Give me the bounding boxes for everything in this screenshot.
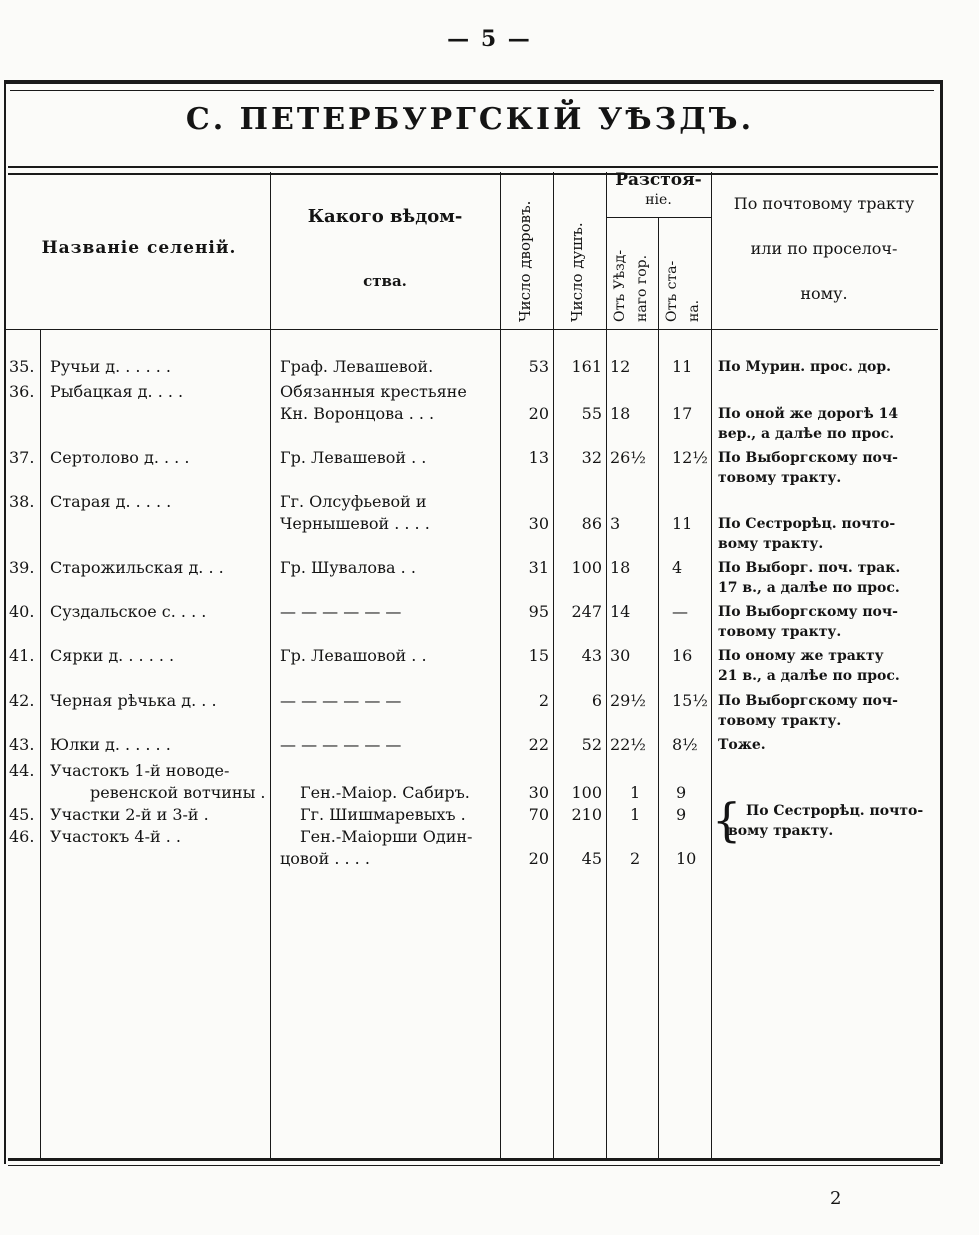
row-dept: — — — — — —	[280, 602, 402, 621]
row-dept: Ген.-Маіор. Сабиръ.	[300, 783, 470, 802]
row-dush: 32	[581, 448, 602, 467]
row-dush: 6	[591, 691, 602, 710]
row-dist-gor: 18	[610, 404, 631, 423]
row-road: По Выборгскому поч-	[718, 450, 898, 466]
row-road-cont: вому тракту.	[718, 536, 824, 552]
row-number: 35.	[9, 357, 35, 376]
row-road: По Сестрорѣц. почто-	[718, 516, 896, 532]
row-name: Старая д. . . . .	[50, 492, 172, 511]
row-dist-stan: 15½	[672, 691, 708, 710]
row-name: Участокъ 1-й новоде-	[50, 761, 230, 780]
row-dvorov: 13	[528, 448, 549, 467]
row-dush: 43	[581, 646, 602, 665]
row-dist-gor: 22½	[610, 735, 646, 754]
row-dept: Граф. Левашевой.	[280, 357, 434, 376]
row-number: 40.	[9, 602, 35, 621]
row-dist-gor: 12	[610, 357, 631, 376]
row-dist-gor: 29½	[610, 691, 646, 710]
row-dush: 45	[581, 849, 602, 868]
header-dist-stan-1: Отъ ста-	[664, 260, 680, 322]
row-dept: — — — — — —	[280, 735, 402, 754]
row-dist-gor: 26½	[610, 448, 646, 467]
row-name: Сярки д. . . . . .	[50, 646, 175, 665]
row-dush: 55	[581, 404, 602, 423]
row-dist-gor: 1	[630, 805, 641, 824]
row-dush: 86	[581, 514, 602, 533]
header-dist-gor-1: Отъ Уѣзд-	[612, 249, 628, 322]
col-line-stan	[711, 172, 712, 1158]
row-dist-gor: 18	[610, 558, 631, 577]
row-dist-stan: 9	[676, 805, 687, 824]
bottom-rule	[8, 1158, 940, 1166]
page-title: С. ПЕТЕРБУРГСКІЙ УѢЗДЪ.	[185, 102, 755, 137]
row-road-cont: товому тракту.	[718, 624, 842, 640]
frame-inner-rule	[10, 90, 934, 91]
row-dush: 52	[581, 735, 602, 754]
row-number: 46.	[9, 827, 35, 846]
dist-header-rule	[606, 217, 711, 218]
row-dept-cont: Кн. Воронцова . . .	[280, 404, 435, 423]
header-dist-line2: ніе.	[645, 192, 672, 208]
group-brace-icon: {	[712, 793, 742, 847]
row-road: По Выборгскому поч-	[718, 693, 898, 709]
row-dept: Обязанныя крестьяне	[280, 382, 467, 401]
row-number: 44.	[9, 761, 35, 780]
row-number: 36.	[9, 382, 35, 401]
row-dist-stan: 16	[672, 646, 693, 665]
row-dist-stan: 8½	[672, 735, 698, 754]
row-number: 38.	[9, 492, 35, 511]
row-road: По оной же дорогѣ 14	[718, 406, 899, 422]
col-line-number	[40, 330, 41, 1158]
row-dvorov: 30	[528, 783, 549, 802]
row-dist-stan: 10	[676, 849, 697, 868]
header-road-line3: ному.	[800, 284, 848, 303]
row-name: Старожильская д. . .	[50, 558, 224, 577]
header-dvorov: Число дворовъ.	[516, 200, 534, 322]
row-dist-gor: 14	[610, 602, 631, 621]
row-dvorov: 2	[538, 691, 549, 710]
row-name: Ручьи д. . . . . .	[50, 357, 172, 376]
col-line-dept	[500, 172, 501, 1158]
row-dush: 247	[571, 602, 602, 621]
row-road: По оному же тракту	[718, 648, 884, 664]
col-line-gor	[658, 218, 659, 1158]
row-dist-stan: 4	[672, 558, 683, 577]
header-dist-gor-2: наго гор.	[634, 254, 650, 322]
row-road: По Выборг. поч. трак.	[718, 560, 901, 576]
row-dist-gor: 3	[610, 514, 621, 533]
row-dvorov: 15	[528, 646, 549, 665]
row-dist-gor: 2	[630, 849, 641, 868]
row-number: 45.	[9, 805, 35, 824]
row-number: 41.	[9, 646, 35, 665]
row-dush: 100	[571, 558, 602, 577]
row-dist-stan: 9	[676, 783, 687, 802]
header-dist-line1: Разстоя-	[615, 170, 702, 190]
row-dist-gor: 30	[610, 646, 631, 665]
row-name: Черная рѣчька д. . .	[50, 691, 217, 710]
row-dept: Гг. Олсуфьевой и	[280, 492, 427, 511]
row-road-cont: вер., а далѣе по прос.	[718, 426, 895, 442]
row-dist-stan: 17	[672, 404, 693, 423]
row-name: Участокъ 4-й . .	[50, 827, 181, 846]
group-road: По Сестрорѣц. почто-	[746, 803, 924, 819]
row-dept-cont: Чернышевой . . . .	[280, 514, 430, 533]
row-road: По Выборгскому поч-	[718, 604, 898, 620]
row-number: 39.	[9, 558, 35, 577]
row-name: Сертолово д. . . .	[50, 448, 190, 467]
header-road-line2: или по проселоч-	[750, 239, 898, 258]
col-line-dvorov	[553, 172, 554, 1158]
row-road-cont: товому тракту.	[718, 470, 842, 486]
header-dist-stan-2: на.	[686, 299, 702, 322]
header-dept-line2: ства.	[363, 272, 407, 290]
row-road: По Мурин. прос. дор.	[718, 359, 892, 375]
row-dush: 161	[571, 357, 602, 376]
title-rule	[8, 166, 938, 175]
group-road-cont: вому тракту.	[728, 823, 834, 839]
row-dept: Гг. Шишмаревыхъ .	[300, 805, 466, 824]
header-bottom-rule	[6, 329, 938, 330]
row-dist-stan: 12½	[672, 448, 708, 467]
row-dvorov: 30	[528, 514, 549, 533]
page-number: — 5 —	[447, 26, 532, 52]
row-road-cont: 21 в., а далѣе по прос.	[718, 668, 900, 684]
row-dept: Гр. Шувалова . .	[280, 558, 416, 577]
row-name: Юлки д. . . . . .	[50, 735, 171, 754]
row-dept-cont: цовой . . . .	[280, 849, 370, 868]
row-name: Суздальское с. . . .	[50, 602, 207, 621]
row-dush: 210	[571, 805, 602, 824]
row-dept: Гр. Левашевой . .	[280, 448, 427, 467]
row-dvorov: 53	[528, 357, 549, 376]
row-dept: Гр. Левашовой . .	[280, 646, 427, 665]
row-name-cont: ревенской вотчины .	[90, 783, 266, 802]
row-dist-stan: —	[672, 602, 688, 621]
row-number: 42.	[9, 691, 35, 710]
row-dvorov: 95	[528, 602, 549, 621]
row-dist-stan: 11	[672, 357, 693, 376]
footer-signature: 2	[830, 1188, 842, 1209]
row-dvorov: 20	[528, 404, 549, 423]
header-name: Названіе селеній.	[41, 238, 237, 258]
col-line-dush	[606, 172, 607, 1158]
row-dist-stan: 11	[672, 514, 693, 533]
row-number: 37.	[9, 448, 35, 467]
row-dvorov: 22	[528, 735, 549, 754]
header-dept-line1: Какого вѣдом-	[307, 206, 463, 227]
header-road-line1: По почтовому тракту	[733, 194, 915, 213]
header-dush: Число душъ.	[568, 222, 586, 322]
row-dvorov: 20	[528, 849, 549, 868]
row-road-cont: 17 в., а далѣе по прос.	[718, 580, 900, 596]
row-number: 43.	[9, 735, 35, 754]
row-name: Рыбацкая д. . . .	[50, 382, 184, 401]
row-road: Тоже.	[718, 737, 766, 753]
row-dush: 100	[571, 783, 602, 802]
row-road-cont: товому тракту.	[718, 713, 842, 729]
row-dvorov: 70	[528, 805, 549, 824]
row-name: Участки 2-й и 3-й .	[50, 805, 209, 824]
row-dvorov: 31	[528, 558, 549, 577]
row-dept: Ген.-Маіорши Один-	[300, 827, 473, 846]
row-dist-gor: 1	[630, 783, 641, 802]
row-dept: — — — — — —	[280, 691, 402, 710]
col-line-name	[270, 172, 271, 1158]
